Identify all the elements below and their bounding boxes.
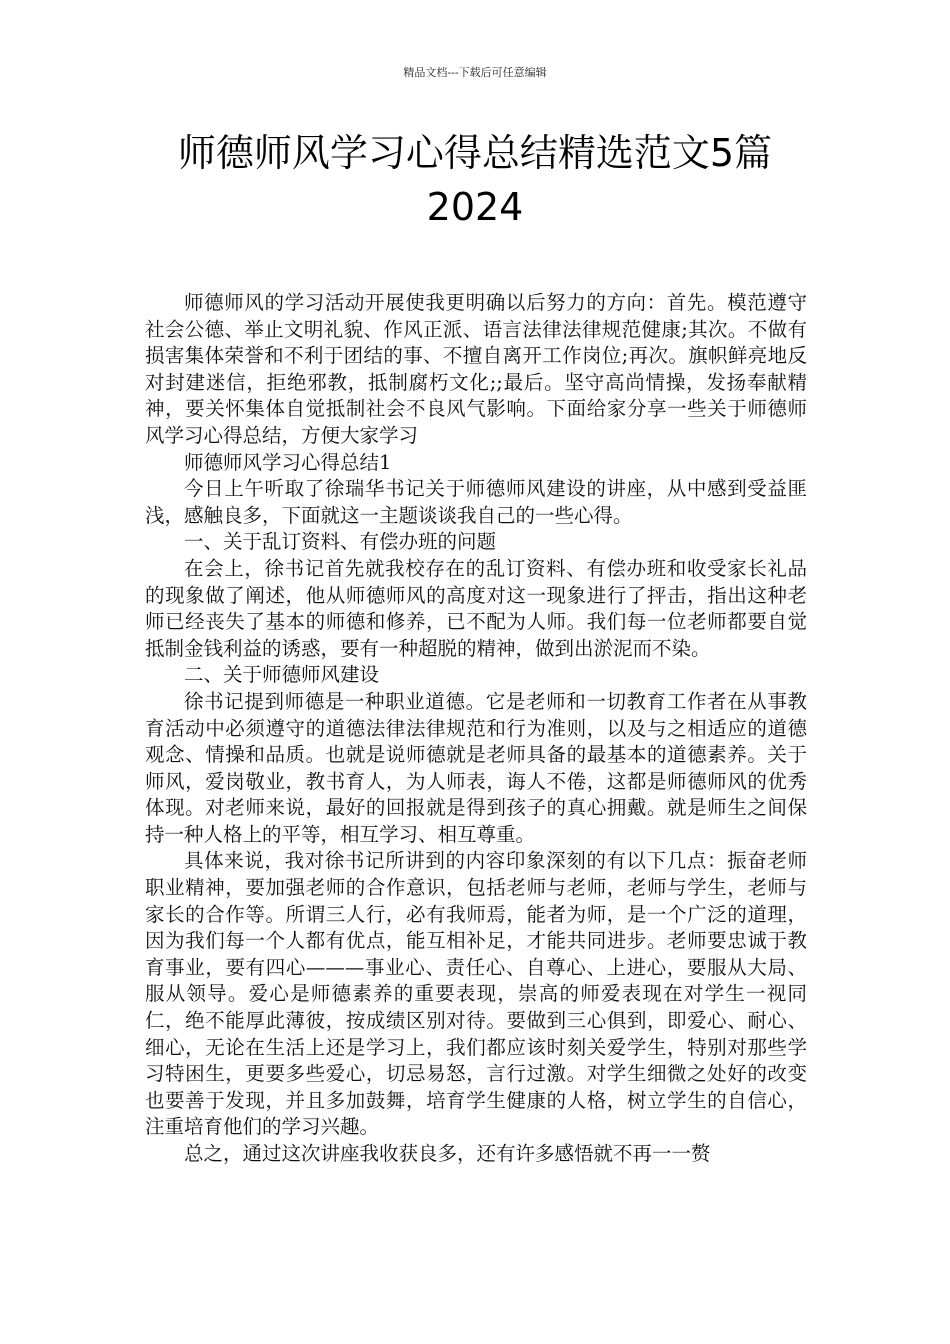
subheading: 一、关于乱订资料、有偿办班的问题 [184,530,497,554]
subheading: 二、关于师德师风建设 [184,663,380,687]
document-body [145,290,807,1168]
body-paragraph: 具体来说，我对徐书记所讲到的内容印象深刻的有以下几点：振奋老师职业精神，要加强老师的合作意识，包括老师与老师，老师与学生，老师与家长的合作等。所谓三人行，必有我师焉，能者为师，是一个广泛的道理，因为我们每一个人都有优点，能互相补足，才能共同进步。老师要忠诚于教育事业，要有四心———事业心、责任心、自尊心、上进心，要服从大局、服从领导。爱心是师德素养的重要表现，崇高的师爱表现在对学生一视同仁，绝不能厚此薄彼，按成绩区别对待。要做到三心俱到，即爱心、耐心、细心，无论在生活上还是学习上，我们都应该时刻关爱学生，特别对那些学习特困生，更要多些爱心，切忌易怒，言行过激。对学生细微之处好的改变也要善于发现，并且多加鼓舞，培育学生健康的人格，树立学生的自信心，注重培育他们的学习兴趣。 [145,849,807,1139]
document-title [100,126,850,234]
section-heading: 师德师风学习心得总结1 [184,450,392,474]
title-line-2: 2024 [426,185,524,229]
body-paragraph: 总之，通过这次讲座我收获良多，还有许多感悟就不再一一赘 [184,1142,711,1165]
body-paragraph: 徐书记提到师德是一种职业道德。它是老师和一切教育工作者在从事教育活动中必须遵守的道德法律法律规范和行为准则，以及与之相适应的道德观念、情操和品质。也就是说师德就是老师具备的最基本的道德素养。关于师风，爱岗敬业，教书育人，为人师表，诲人不倦，这都是师德师风的优秀体现。对老师来说，最好的回报就是得到孩子的真心拥戴。就是师生之间保持一种人格上的平等，相互学习、相互尊重。 [145,689,807,846]
body-paragraph: 在会上，徐书记首先就我校存在的乱订资料、有偿办班和收受家长礼品的现象做了阐述，他从师德师风的高度对这一现象进行了抨击，指出这种老师已经丧失了基本的师德和修养，已不配为人师。我们每一位老师都要自觉抵制金钱利益的诱惑，要有一种超脱的精神，做到出淤泥而不染。 [145,556,807,660]
intro-paragraph: 师德师风的学习活动开展使我更明确以后努力的方向：首先。模范遵守社会公德、举止文明礼貌、作风正派、语言法律法律规范健康;其次。不做有损害集体荣誉和不利于团结的事、不擅自离开工作岗位;再次。旗帜鲜亮地反对封建迷信，拒绝邪教，抵制腐朽文化;;最后。坚守高尚情操，发扬奉献精神，要关怀集体自觉抵制社会不良风气影响。下面给家分享一些关于师德师风学习心得总结，方便大家学习 [145,291,807,447]
title-line-1: 师德师风学习心得总结精选范文5篇 [177,131,773,175]
page-header-note: 精品文档---下载后可任意编辑 [403,66,547,79]
body-paragraph: 今日上午听取了徐瑞华书记关于师德师风建设的讲座，从中感到受益匪浅，感触良多，下面就这一主题谈谈我自己的一些心得。 [145,477,807,527]
